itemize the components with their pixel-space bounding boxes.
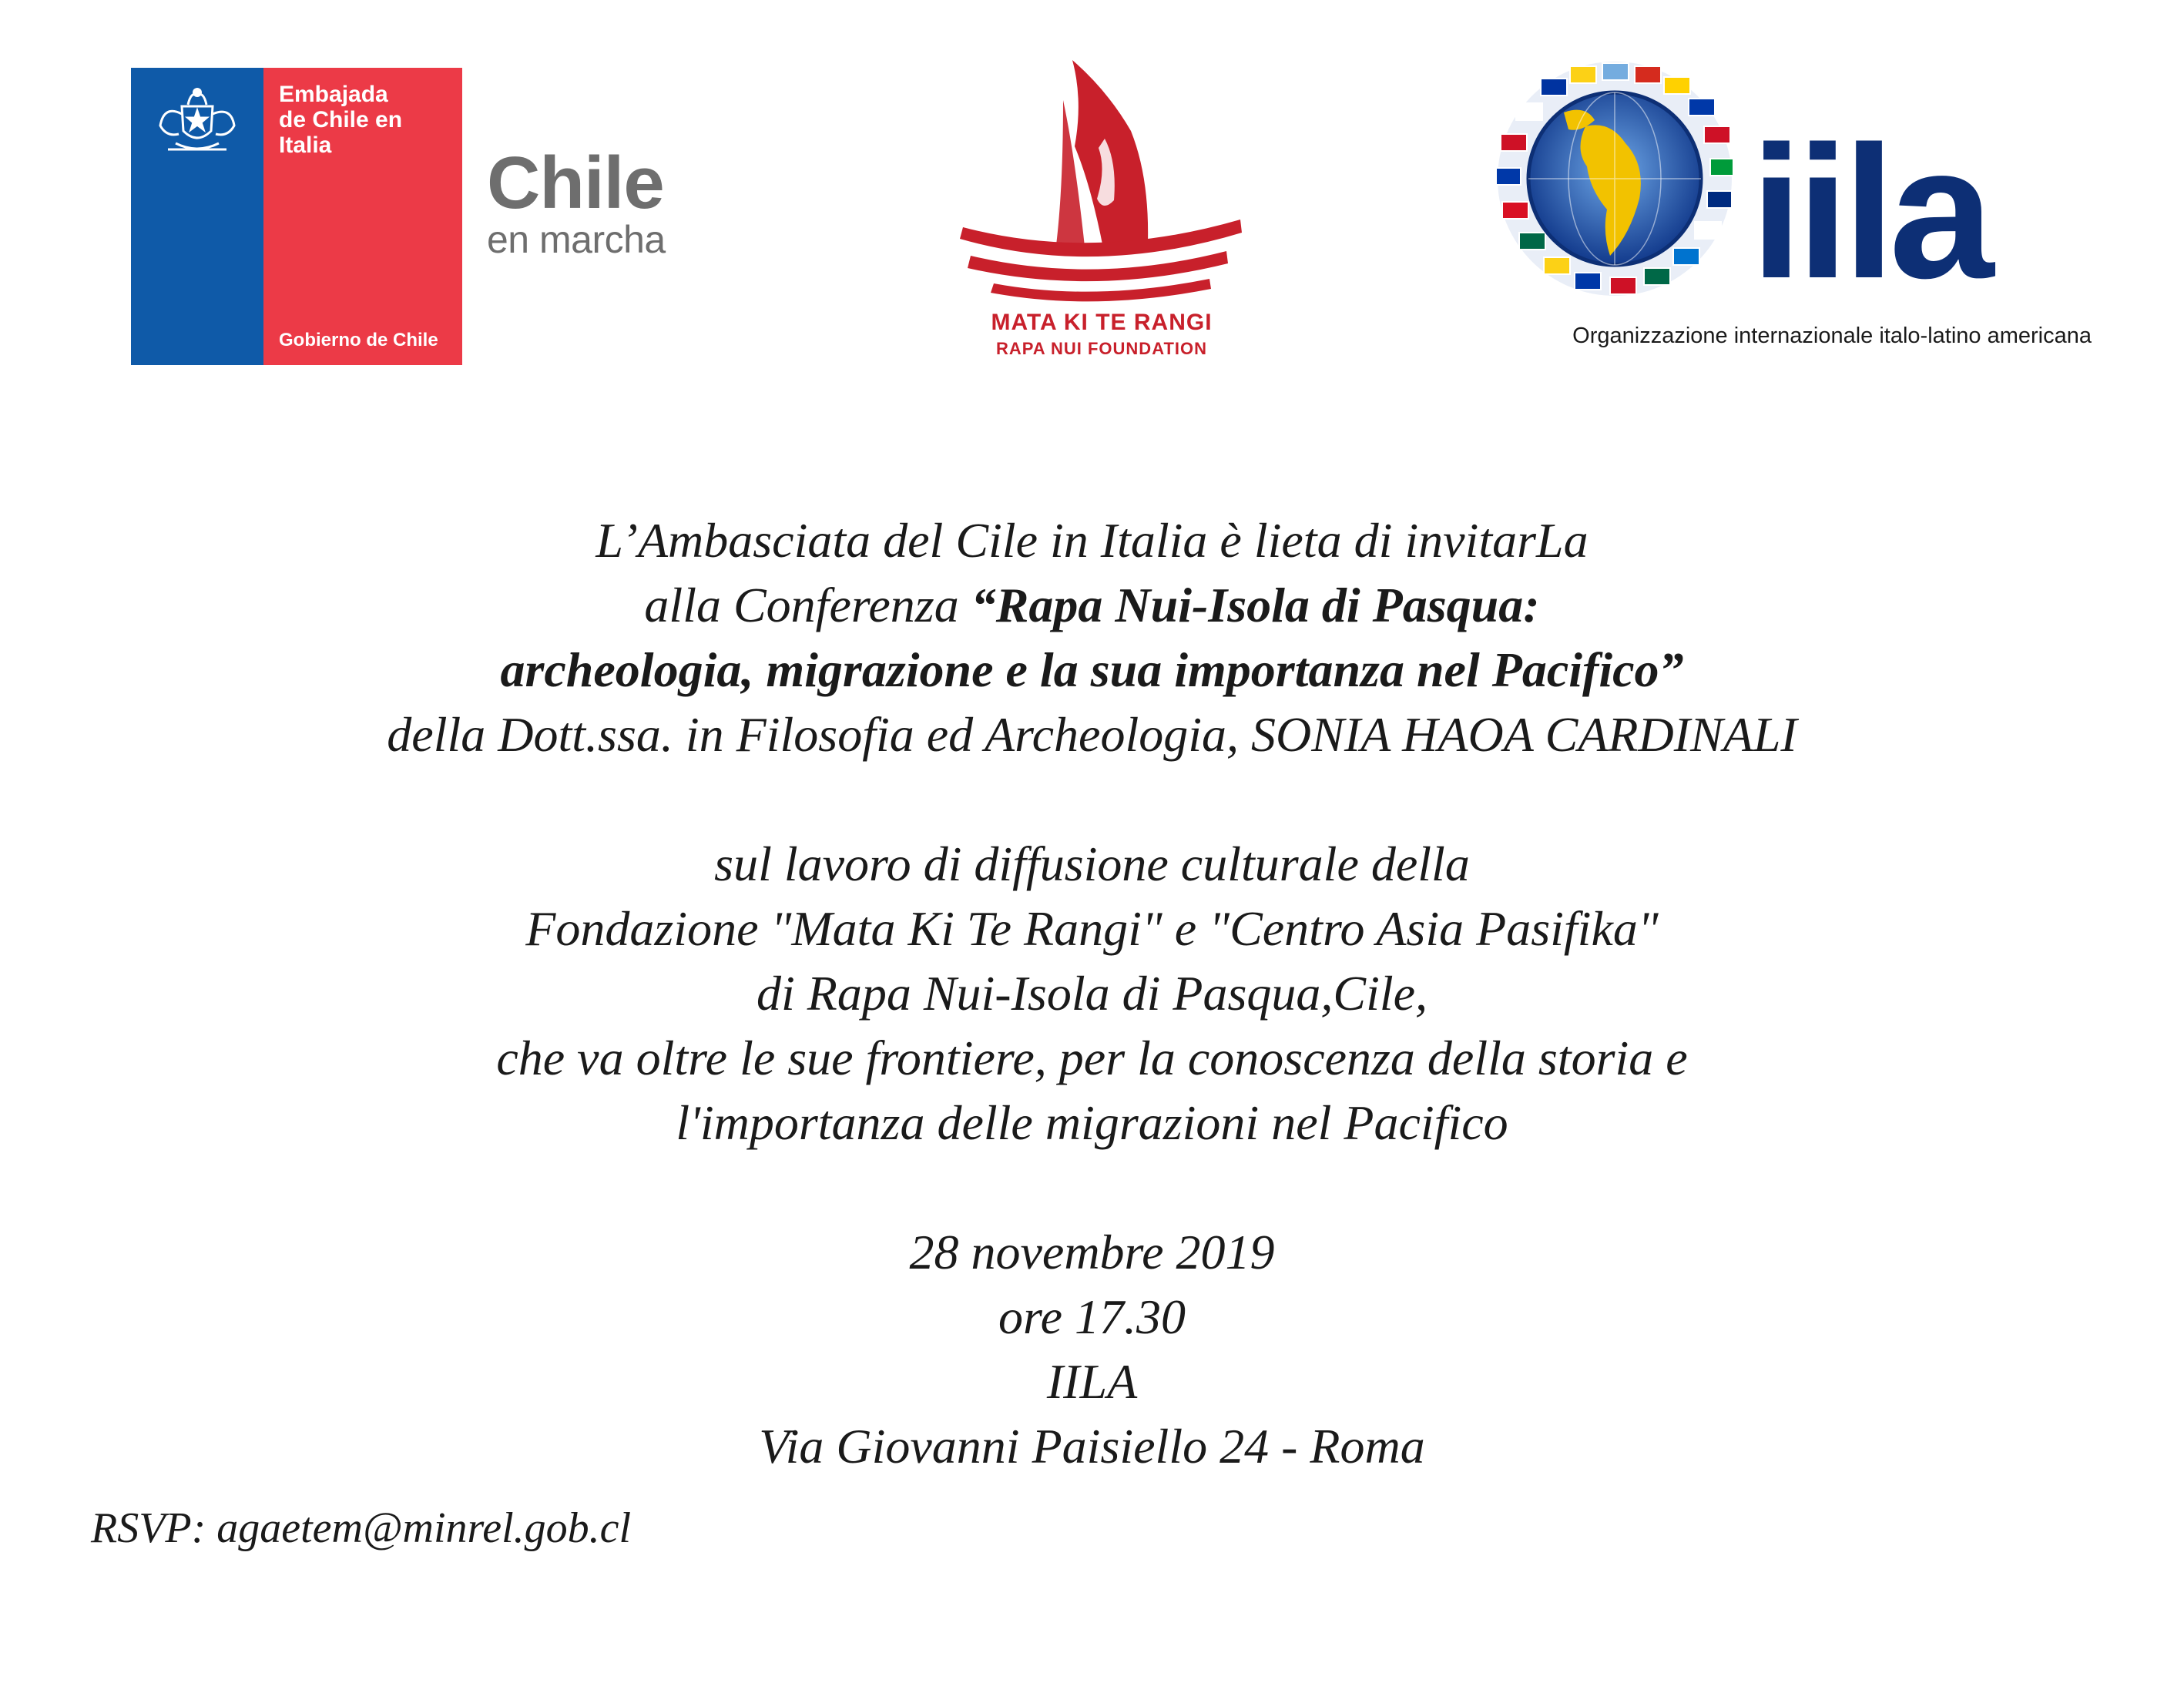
chile-text-line: Italia bbox=[279, 132, 332, 158]
description-line: che va oltre le sue frontiere, per la conoscenza della storia e bbox=[496, 1031, 1688, 1085]
rapa-nui-foundation-subtitle: RAPA NUI FOUNDATION bbox=[995, 339, 1208, 358]
sailboat-icon bbox=[940, 54, 1263, 308]
speaker-line: della Dott.ssa. in Filosofia ed Archeologia, SONIA HAOA CARDINALI bbox=[387, 707, 1797, 762]
mata-ki-te-rangi-title: MATA KI TE RANGI bbox=[991, 310, 1213, 335]
conference-title-part-1: “Rapa Nui-Isola di Pasqua: bbox=[971, 578, 1540, 632]
invitation-line-2 bbox=[0, 573, 2184, 638]
paragraph-gap bbox=[0, 1155, 2184, 1220]
chile-en-marcha-wordmark bbox=[487, 142, 666, 261]
event-address: Via Giovanni Paisiello 24 - Roma bbox=[759, 1419, 1425, 1473]
description-line: sul lavoro di diffusione culturale della bbox=[714, 836, 1470, 891]
event-date: 28 novembre 2019 bbox=[909, 1225, 1275, 1279]
invitation-line-3 bbox=[0, 638, 2184, 702]
description-line: Fondazione "Mata Ki Te Rangi" e "Centro Asia Pasifika" bbox=[525, 901, 1659, 956]
chile-text-line: Embajada bbox=[279, 82, 388, 107]
event-time: ore 17.30 bbox=[998, 1289, 1186, 1344]
rsvp-contact: RSVP: agaetem@minrel.gob.cl bbox=[91, 1504, 632, 1552]
chile-government-label: Gobierno de Chile bbox=[279, 330, 438, 350]
conference-prefix: alla Conferenza bbox=[644, 578, 971, 632]
event-venue: IILA bbox=[1046, 1354, 1138, 1409]
chile-wordmark-big: Chile bbox=[487, 142, 664, 224]
conference-title-part-2: archeologia, migrazione e la sua importanza nel Pacifico” bbox=[500, 642, 1684, 697]
iila-flags-globe-icon bbox=[1495, 59, 1735, 299]
invitation-line-1: L’Ambasciata del Cile in Italia è lieta di invitarLa bbox=[595, 513, 1589, 568]
chile-coat-of-arms-icon bbox=[145, 83, 250, 160]
chile-embassy-logo bbox=[131, 68, 462, 365]
invitation-text bbox=[0, 508, 2184, 1479]
iila-wordmark: iila bbox=[1750, 106, 1988, 317]
description-line: l'importanza delle migrazioni nel Pacifico bbox=[676, 1095, 1508, 1150]
chile-embassy-label bbox=[279, 82, 456, 158]
description-line: di Rapa Nui-Isola di Pasqua,Cile, bbox=[756, 966, 1428, 1021]
paragraph-gap bbox=[0, 767, 2184, 832]
chile-wordmark-small: en marcha bbox=[487, 218, 666, 261]
chile-text-line: de Chile en bbox=[279, 107, 403, 132]
iila-subtitle: Organizzazione internazionale italo-latino americana bbox=[1572, 324, 2092, 348]
